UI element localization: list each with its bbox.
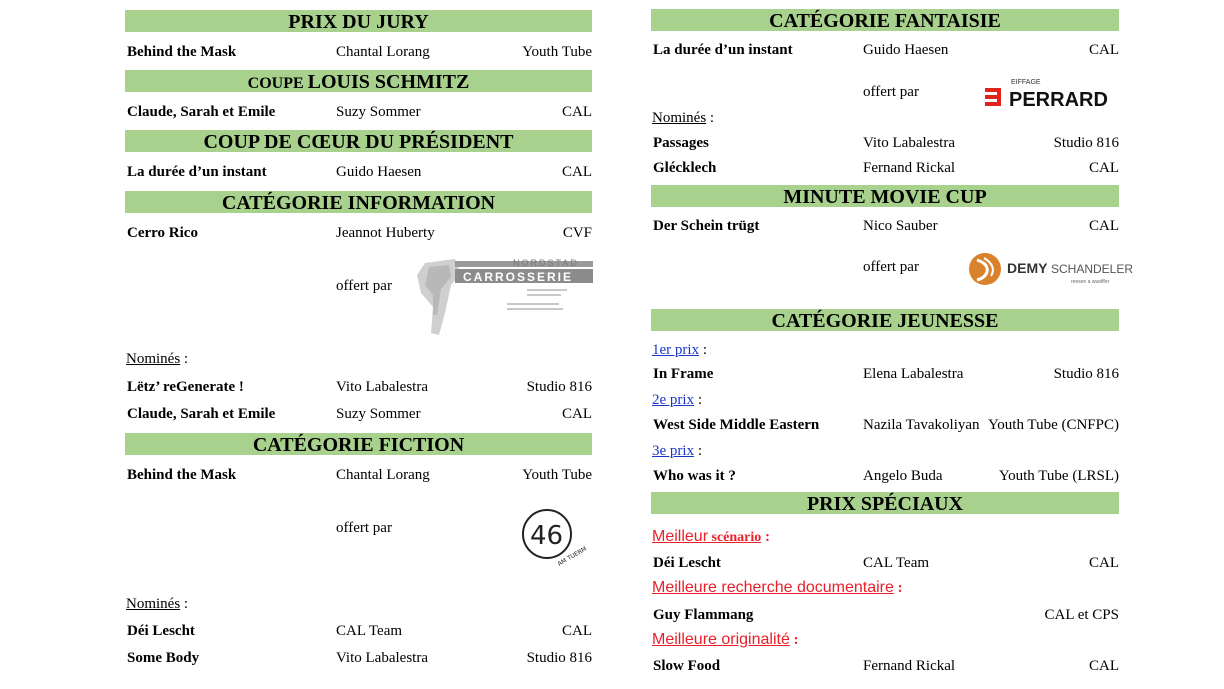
film-author: Chantal Lorang xyxy=(336,467,430,483)
prize-label-3 xyxy=(652,441,702,461)
prize-colon: : xyxy=(761,529,771,545)
film-studio: CAL xyxy=(1089,42,1119,58)
header-categorie-fantaisie: CATÉGORIE FANTAISIE xyxy=(651,9,1119,31)
prize-label-small: scénario xyxy=(708,530,762,545)
film-studio: Youth Tube (CNFPC) xyxy=(987,417,1119,433)
header-coup-de-coeur: COUP DE CŒUR DU PRÉSIDENT xyxy=(125,130,592,152)
nominees-colon: : xyxy=(180,596,189,612)
film-studio: CAL xyxy=(1089,658,1119,674)
film-studio: CAL xyxy=(1089,218,1119,234)
film-author: Fernand Rickal xyxy=(863,658,956,674)
film-title: Some Body xyxy=(127,650,200,666)
prize-link[interactable]: 1er prix xyxy=(652,342,700,358)
film-title: Claude, Sarah et Emile xyxy=(127,406,276,422)
film-author: Elena Labalestra xyxy=(863,366,964,382)
prize-colon: : xyxy=(893,580,903,596)
nominees-label xyxy=(652,108,714,128)
header-coupe-louis-schmitz xyxy=(125,70,592,92)
award-row xyxy=(125,465,592,485)
prize-label-big: Meilleure originalité xyxy=(652,631,790,648)
nominees-text: Nominés xyxy=(126,351,181,367)
film-studio: Youth Tube xyxy=(522,44,592,60)
film-title: La durée d’un instant xyxy=(127,164,267,180)
nominee-row xyxy=(125,648,592,668)
film-title: Déi Lescht xyxy=(127,623,195,639)
award-row xyxy=(651,364,1119,384)
film-title: Claude, Sarah et Emile xyxy=(127,104,276,120)
46-am-tuerm-logo xyxy=(517,500,591,574)
special-prize-label xyxy=(652,630,799,650)
award-row xyxy=(651,553,1119,573)
header-categorie-fiction: CATÉGORIE FICTION xyxy=(125,433,592,455)
film-studio: CAL et CPS xyxy=(1044,607,1119,623)
logo-small-text: EIFFAGE xyxy=(1011,79,1041,86)
film-studio: Studio 816 xyxy=(526,379,592,395)
film-author: Vito Labalestra xyxy=(336,650,428,666)
film-title: Behind the Mask xyxy=(127,467,237,483)
film-title: Cerro Rico xyxy=(127,225,198,241)
prize-label-1 xyxy=(652,340,707,360)
award-row xyxy=(125,42,592,62)
film-studio: Youth Tube (LRSL) xyxy=(998,468,1119,484)
award-row xyxy=(651,656,1119,676)
nominees-text: Nominés xyxy=(652,110,707,126)
special-prize-label xyxy=(652,578,903,598)
nominee-row xyxy=(125,404,592,424)
film-title: Slow Food xyxy=(653,658,721,674)
film-author: Chantal Lorang xyxy=(336,44,430,60)
film-author: Guido Haesen xyxy=(863,42,949,58)
film-title: West Side Middle Eastern xyxy=(653,417,820,433)
nominees-colon: : xyxy=(706,110,715,126)
film-author: Jeannot Huberty xyxy=(336,225,435,241)
nominee-row xyxy=(125,377,592,397)
film-studio: CAL xyxy=(562,164,592,180)
film-studio: CVF xyxy=(562,225,592,241)
award-row xyxy=(651,216,1119,236)
film-title: Who was it ? xyxy=(653,468,736,484)
nominees-label xyxy=(126,349,188,369)
nominee-row xyxy=(125,621,592,641)
eiffage-perrard-logo xyxy=(981,74,1121,114)
film-studio: CAL xyxy=(1089,160,1119,176)
logo-text: CARROSSERIE xyxy=(463,270,574,284)
film-title: Glécklech xyxy=(653,160,717,176)
prize-colon: : xyxy=(789,632,799,648)
demy-schandeler-logo xyxy=(967,248,1134,290)
logo-text: AM TUERM xyxy=(556,545,589,568)
film-studio: Youth Tube xyxy=(522,467,592,483)
film-studio: Studio 816 xyxy=(1053,135,1119,151)
film-author: Suzy Sommer xyxy=(336,104,421,120)
prize-colon: : xyxy=(694,392,702,408)
film-author: Vito Labalestra xyxy=(863,135,955,151)
nominees-text: Nominés xyxy=(126,596,181,612)
award-row xyxy=(125,223,592,243)
film-author: Fernand Rickal xyxy=(863,160,956,176)
film-title: Behind the Mask xyxy=(127,44,237,60)
film-author: CAL Team xyxy=(863,555,930,571)
prize-label-big: Meilleure recherche documentaire xyxy=(652,579,894,596)
film-author: Vito Labalestra xyxy=(336,379,428,395)
logo-bar xyxy=(997,88,1001,106)
prize-link[interactable]: 3e prix xyxy=(652,443,695,459)
film-author: Guido Haesen xyxy=(336,164,422,180)
offered-by-label: offert par xyxy=(336,520,392,536)
prize-label-2 xyxy=(652,390,702,410)
film-title: Guy Flammang xyxy=(653,607,754,623)
film-author: Nico Sauber xyxy=(863,218,938,234)
prize-colon: : xyxy=(699,342,707,358)
nominees-label xyxy=(126,594,188,614)
film-title: In Frame xyxy=(653,366,714,382)
header-categorie-information: CATÉGORIE INFORMATION xyxy=(125,191,592,213)
nominee-row xyxy=(651,158,1119,178)
prize-colon: : xyxy=(694,443,702,459)
film-studio: CAL xyxy=(1089,555,1119,571)
logo-text: NORDSTAD xyxy=(513,258,579,268)
film-author: Angelo Buda xyxy=(863,468,943,484)
film-studio: CAL xyxy=(562,623,592,639)
award-row xyxy=(125,102,592,122)
logo-text: DEMY xyxy=(1007,260,1048,276)
film-title: Der Schein trügt xyxy=(653,218,760,234)
award-row xyxy=(651,40,1119,60)
award-row xyxy=(651,605,1119,625)
film-title: Déi Lescht xyxy=(653,555,721,571)
film-title: La durée d’un instant xyxy=(653,42,793,58)
prize-link[interactable]: 2e prix xyxy=(652,392,695,408)
film-studio: Studio 816 xyxy=(1053,366,1119,382)
header-coupe-small: COUPE xyxy=(247,75,308,92)
award-row xyxy=(651,466,1119,486)
award-row xyxy=(651,415,1119,435)
special-prize-label xyxy=(652,527,770,548)
prize-label-big: Meilleur xyxy=(652,528,709,545)
logo-text: SCHANDELER xyxy=(1051,262,1134,276)
nominee-row xyxy=(651,133,1119,153)
award-row xyxy=(125,162,592,182)
nordstad-carrosserie-logo xyxy=(415,255,593,337)
nominees-colon: : xyxy=(180,351,189,367)
header-minute-movie-cup: MINUTE MOVIE CUP xyxy=(651,185,1119,207)
logo-small-text: reesen a wuelffer xyxy=(1071,279,1110,285)
film-author: CAL Team xyxy=(336,623,403,639)
film-studio: CAL xyxy=(562,104,592,120)
film-title: Passages xyxy=(653,135,709,151)
film-title: Lëtz’ reGenerate ! xyxy=(127,379,244,395)
header-prix-du-jury: PRIX DU JURY xyxy=(125,10,592,32)
film-author: Nazila Tavakoliyan xyxy=(863,417,980,433)
offered-by-label: offert par xyxy=(863,259,919,275)
offered-by-label: offert par xyxy=(336,278,392,294)
header-categorie-jeunesse: CATÉGORIE JEUNESSE xyxy=(651,309,1119,331)
offered-by-label: offert par xyxy=(863,84,919,100)
film-author: Suzy Sommer xyxy=(336,406,421,422)
logo-number: 46 xyxy=(530,521,564,551)
logo-text: PERRARD xyxy=(1009,89,1108,111)
header-prix-speciaux: PRIX SPÉCIAUX xyxy=(651,492,1119,514)
film-studio: CAL xyxy=(562,406,592,422)
film-studio: Studio 816 xyxy=(526,650,592,666)
header-coupe-big: LOUIS SCHMITZ xyxy=(307,71,470,93)
